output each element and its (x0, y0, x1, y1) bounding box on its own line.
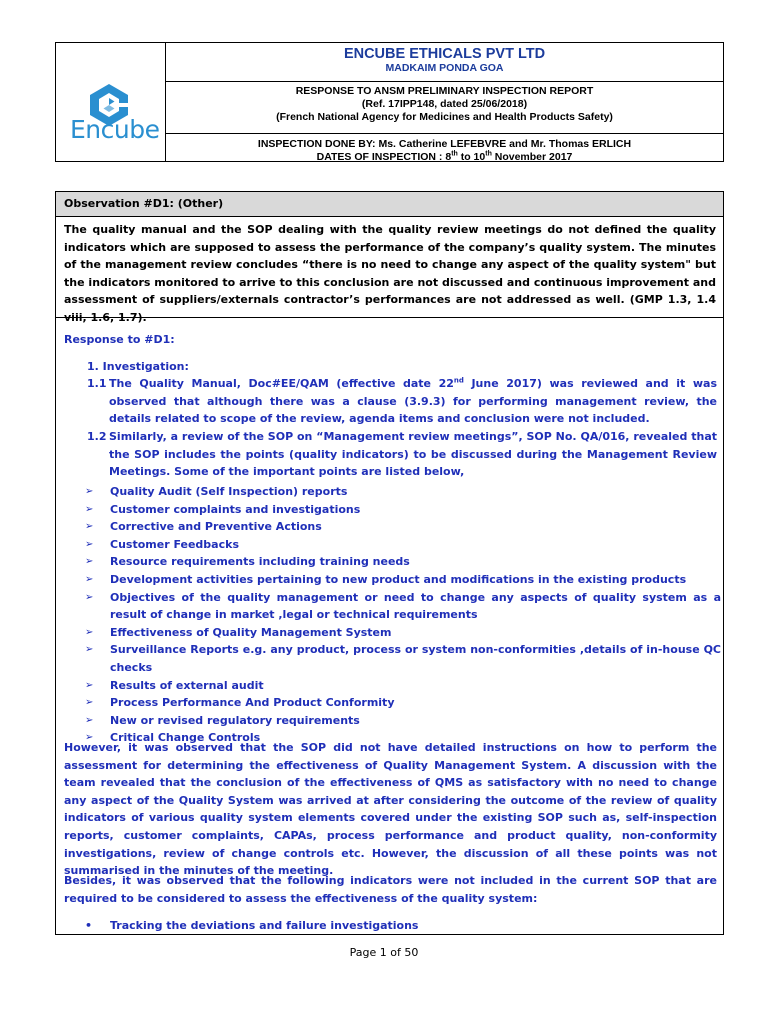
arrow-bullet-icon: ➢ (85, 538, 94, 550)
header-table (55, 42, 724, 162)
list-item: ➢ Results of external audit (85, 677, 721, 695)
list-item: ➢ Process Performance And Product Conformity (85, 694, 721, 712)
arrow-bullet-icon: ➢ (85, 644, 94, 656)
p11-text-b: June 2017) was reviewed and it was observed that although there was a clause (3.9.3) for performing management review, the details related to scope of the review, agenda items and conclusion were not included. (109, 377, 717, 426)
arrow-bullet-icon: ➢ (85, 486, 94, 497)
arrow-bullet-icon: ➢ (85, 503, 94, 515)
inspection-block (166, 134, 723, 161)
table-divider (56, 317, 723, 318)
list-item: ➢ Quality Audit (Self Inspection) reports (85, 483, 721, 501)
dates-sup2: th (485, 150, 492, 157)
report-title: RESPONSE TO ANSM PRELIMINARY INSPECTION REPORT (295, 85, 594, 97)
report-block (166, 82, 723, 134)
paragraph-1-2 (87, 428, 717, 481)
list-item: ➢ Effectiveness of Quality Management System (85, 624, 721, 642)
arrow-bullet-icon: ➢ (85, 697, 94, 709)
arrow-bullet-icon: ➢ (85, 732, 94, 744)
response-title: Response to #D1: (64, 333, 175, 346)
paragraph-number: 1.2 (87, 430, 107, 443)
list-item: ➢ Critical Change Controls (85, 729, 721, 747)
dates-sup1: th (451, 150, 458, 157)
arrow-bullet-icon: ➢ (85, 626, 94, 638)
observation-title: Observation #D1: (Other) (64, 197, 224, 210)
paragraph-besides: Besides, it was observed that the following indicators were not included in the current SOP that are required to be considered to assess the effectiveness of the quality system: (64, 874, 717, 905)
list-item: ➢ Surveillance Reports e.g. any product, process or system non-conformities ,details of in-house QC checks (85, 643, 721, 674)
page-number: Page 1 of 50 (349, 946, 419, 959)
indicator-list (85, 483, 721, 747)
arrow-bullet-icon: ➢ (85, 679, 94, 691)
paragraph-number: 1.1 (87, 377, 107, 390)
p11-text-a: The Quality Manual, Doc#EE/QAM (effective date 22 (109, 377, 454, 390)
list-item: ➢ Customer complaints and investigations (85, 501, 721, 519)
observation-header (56, 192, 723, 217)
logo-text: Encube (70, 115, 160, 144)
arrow-bullet-icon: ➢ (85, 573, 94, 585)
list-item: ➢ Corrective and Preventive Actions (85, 518, 721, 536)
list-item (85, 918, 418, 934)
list-item: ➢ New or revised regulatory requirements (85, 712, 721, 730)
arrow-bullet-icon: ➢ (85, 556, 94, 568)
arrow-bullet-icon: ➢ (85, 591, 94, 603)
list-item: ➢ Objectives of the quality management or need to change any aspects of quality system as a result of change in market ,legal or technical requirements (85, 590, 721, 622)
list-item: ➢ Customer Feedbacks (85, 536, 721, 554)
paragraph-1-1 (87, 375, 717, 428)
list-item: ➢ Development activities pertaining to new product and modifications in the existing products (85, 571, 721, 589)
dates-suffix: November 2017 (491, 150, 573, 163)
investigation-title: 1. Investigation: (87, 360, 189, 373)
p12-text: Similarly, a review of the SOP on “Management review meetings”, SOP No. QA/016, revealed that the SOP includes the points (quality indicators) to be discussed during the Management Review Meetings. Some of the important points are listed below, (109, 430, 717, 479)
inspection-by: INSPECTION DONE BY: Ms. Catherine LEFEBVRE and Mr. Thomas ERLICH (257, 138, 632, 150)
dates-mid: to 10 (457, 150, 486, 163)
last-bullet-text: Tracking the deviations and failure investigations (110, 919, 419, 932)
company-location: MADKAIM PONDA GOA (385, 62, 504, 74)
observation-body: The quality manual and the SOP dealing with the quality review meetings do not defined the quality indicators which are supposed to assess the performance of the company’s quality system. The minutes of the management review concludes “there is no need to change any aspect of the quality system" but the indicators monitored to arrive to this conclusion are not discussed and continuous improvement and assessment of suppliers/externals contractor’s performances are not addressed as well. (GMP 1.3, 1.4 viii, 1.6, 1.7). (64, 223, 716, 324)
dates-prefix: DATES OF INSPECTION : 8 (316, 150, 452, 163)
arrow-bullet-icon: ➢ (85, 714, 94, 726)
p11-sup: nd (453, 376, 464, 385)
report-agency: (French National Agency for Medicines and Health Products Safety) (276, 111, 613, 123)
arrow-bullet-icon: ➢ (85, 521, 94, 533)
header-info (166, 43, 723, 161)
observation-table (55, 191, 724, 935)
company-block (166, 43, 723, 82)
company-name: ENCUBE ETHICALS PVT LTD (343, 46, 546, 62)
inspection-dates (166, 151, 723, 164)
report-ref: (Ref. 17IPP148, dated 25/06/2018) (361, 98, 528, 110)
paragraph-however: However, it was observed that the SOP did not have detailed instructions on how to perform the assessment for determining the effectiveness of Quality Management System. A discussion with the team revealed that the conclusion of the effectiveness of QMS as satisfactory with no need to change any aspect of the Quality System was arrived at after considering the outcome of the review of quality indicators of various quality system elements covered under the existing SOP such as, self-inspection reports, customer complaints, CAPAs, process performance and product quality, non-conformity investigations, review of change controls etc. However, the discussion of all these points was not summarised in the minutes of the meeting. (64, 741, 717, 878)
bullet-dot-icon: • (85, 919, 93, 932)
list-item: ➢ Resource requirements including training needs (85, 553, 721, 571)
